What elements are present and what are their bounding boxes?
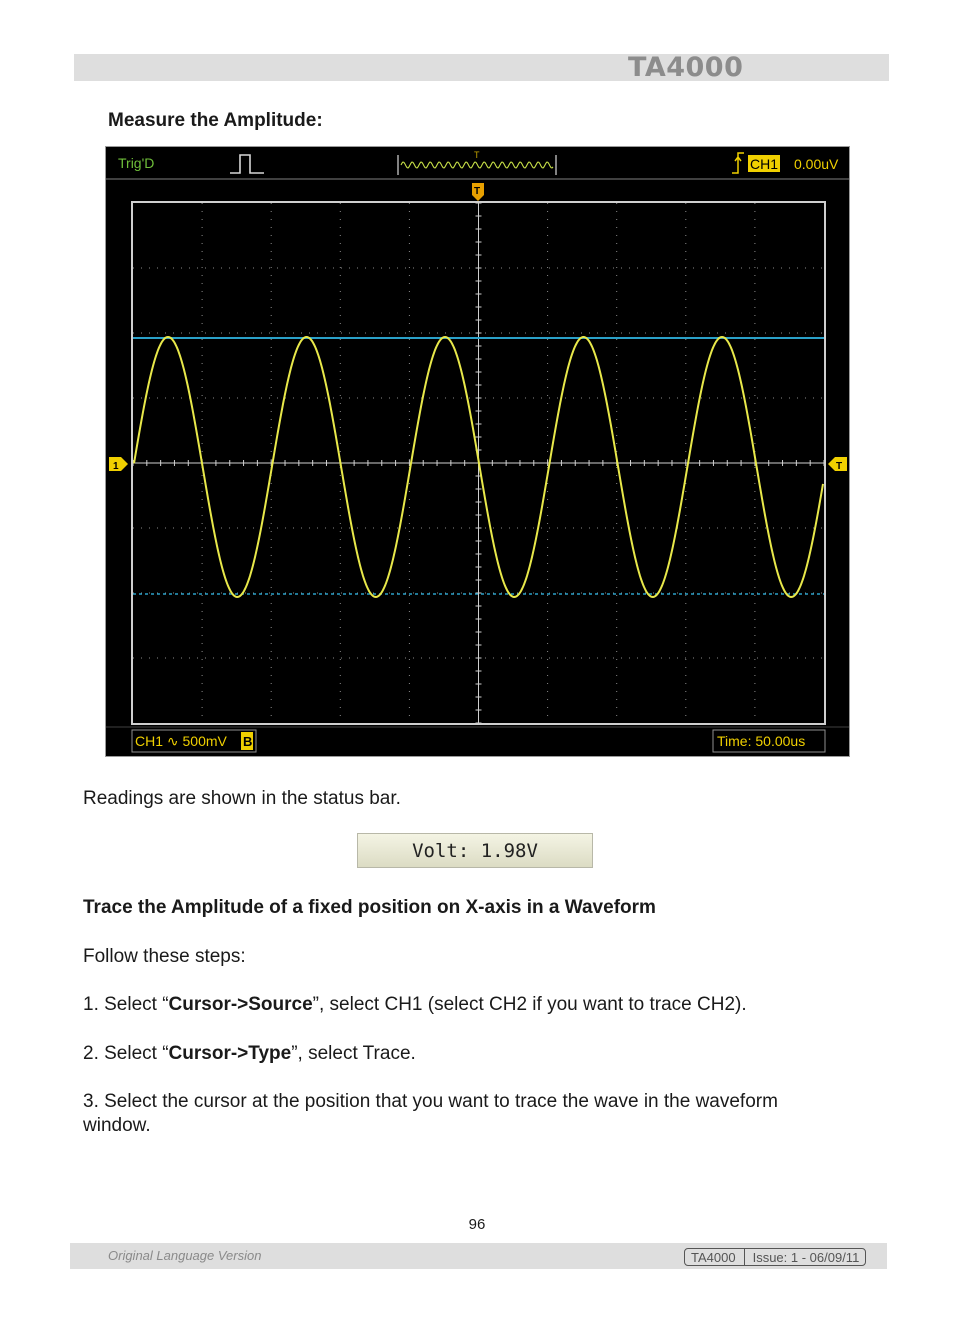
step-3-line-1: 3. Select the cursor at the position that you want to trace the wave in the waveform <box>83 1091 778 1112</box>
section-heading-trace: Trace the Amplitude of a fixed position on X-axis in a Waveform <box>83 897 656 918</box>
svg-text:T: T <box>474 150 480 160</box>
menu-path-cursor-type: Cursor->Type <box>168 1043 292 1064</box>
header-title: TA4000 <box>628 52 744 83</box>
section-heading-measure: Measure the Amplitude: <box>108 110 323 131</box>
ch1-ground-marker <box>109 457 128 472</box>
oscilloscope-screenshot <box>105 146 850 757</box>
trigger-level-label: 0.00uV <box>794 156 839 172</box>
step-2: 2. Select “Cursor->Type”, select Trace. <box>83 1043 416 1064</box>
readings-note: Readings are shown in the status bar. <box>83 788 401 809</box>
menu-path-cursor-source: Cursor->Source <box>168 994 313 1015</box>
footer-issue: Issue: 1 - 06/09/11 <box>752 1249 860 1265</box>
step-3-line-2: window. <box>83 1115 151 1136</box>
svg-text:T: T <box>836 461 843 472</box>
trig-status-label: Trig'D <box>118 155 155 171</box>
step-1: 1. Select “Cursor->Source”, select CH1 (select CH2 if you want to trace CH2). <box>83 994 747 1015</box>
trigger-level-marker <box>828 457 847 472</box>
trigger-source-label: CH1 <box>750 156 779 172</box>
svg-text:T: T <box>474 186 481 197</box>
footer-issue-box <box>684 1248 866 1266</box>
volt-readout: Volt: 1.98V <box>357 833 593 868</box>
timebase-label: Time: 50.00us <box>717 733 806 749</box>
follow-steps-text: Follow these steps: <box>83 946 246 967</box>
bandwidth-limit-badge: B <box>243 734 253 749</box>
page-number: 96 <box>468 1216 486 1233</box>
header-bar <box>74 54 889 81</box>
svg-text:1: 1 <box>113 461 119 472</box>
footer-language: Original Language Version <box>108 1248 262 1263</box>
ch1-scale-label: CH1 ∿ 500mV <box>135 733 227 749</box>
trigger-position-marker <box>472 183 484 201</box>
footer-model: TA4000 <box>691 1249 736 1265</box>
